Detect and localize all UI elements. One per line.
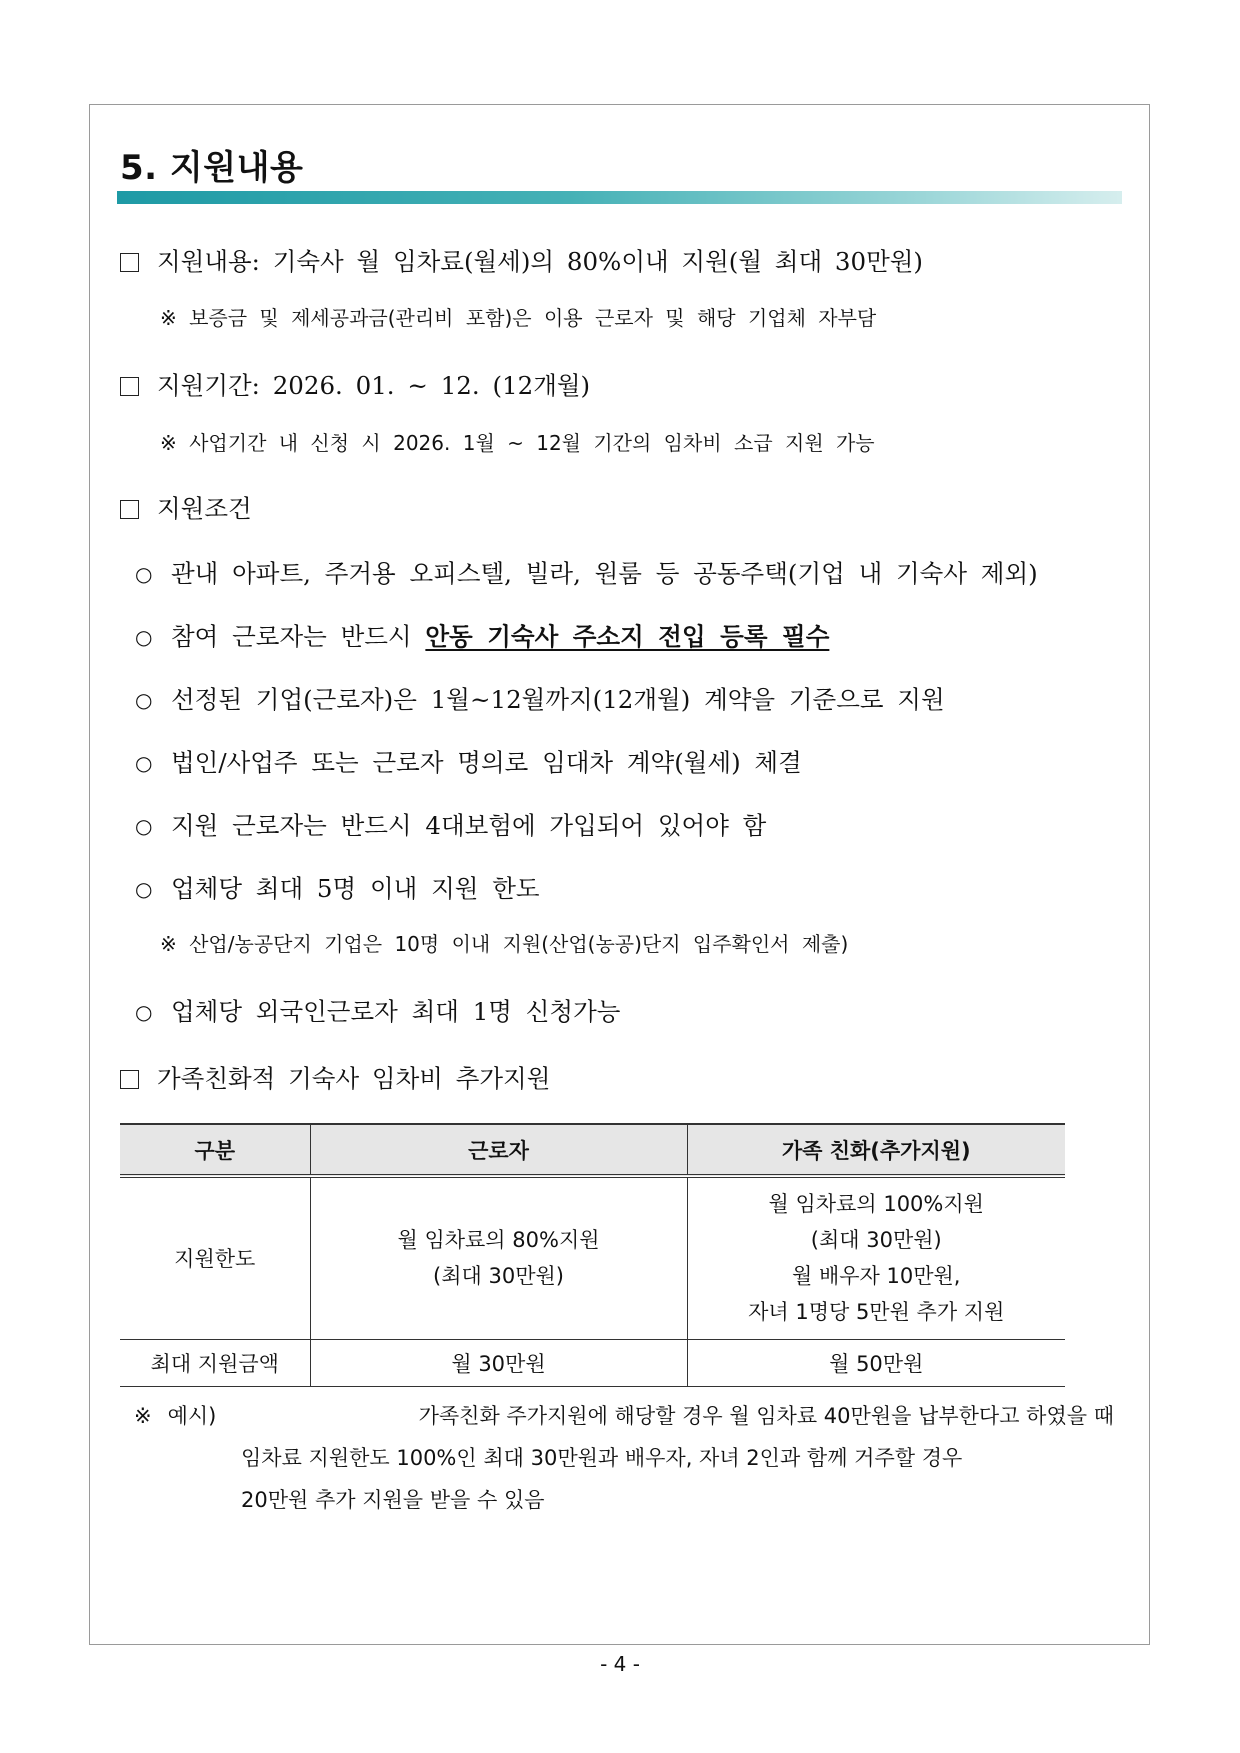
example-label: 예시) [167,1404,217,1428]
example-line-2: 임차료 지원한도 100%인 최대 30만원과 배우자, 자녀 2인과 함께 거주할 경우 [241,1446,963,1470]
section-title: 5. 지원내용 [120,148,304,188]
header-category: 구분 [120,1124,310,1176]
row-label: 지원한도 [120,1176,310,1339]
table-header-row [120,1124,1065,1176]
hollow-circle-icon: ○ [135,814,153,838]
worker-limit-cell: 월 임차료의 80%지원 (최대 30만원) [310,1176,687,1339]
worker-max-cell: 월 30만원 [310,1339,687,1386]
conditions-title: 지원조건 [157,494,252,523]
condition-4: ○ 법인/사업주 또는 근로자 명의로 임대차 계약(월세) 체결 [135,748,802,777]
hollow-circle-icon: ○ [135,688,153,712]
table-row [120,1339,1065,1386]
hollow-circle-icon: ○ [135,625,153,649]
condition-5: ○ 지원 근로자는 반드시 4대보험에 가입되어 있어야 함 [135,811,767,840]
condition-6-note: ※ 산업/농공단지 기업은 10명 이내 지원(산업(농공)단지 입주확인서 제출) [160,932,849,956]
content-note: ※ 보증금 및 제세공과금(관리비 포함)은 이용 근로자 및 해당 기업체 자부담 [160,306,877,330]
example-line-1: 가족친화 주가지원에 해당할 경우 월 임차료 40만원을 납부한다고 하였을 때 [418,1404,1114,1428]
condition-2: ○ 참여 근로자는 반드시 안동 기숙사 주소지 전입 등록 필수 [135,622,830,651]
content-text: 지원내용: 기숙사 월 임차료(월세)의 80%이내 지원(월 최대 30만원) [157,247,923,276]
page-number: - 4 - [600,1652,640,1676]
condition-3: ○ 선정된 기업(근로자)은 1월~12월까지(12개월) 계약을 기준으로 지원 [135,685,945,714]
reference-mark: ※ [134,1404,152,1428]
title-gradient-bar [117,191,1122,204]
family-title: 가족친화적 기숙사 임차비 추가지원 [157,1064,551,1093]
checkbox-square-icon [120,500,139,519]
condition-6: ○ 업체당 최대 5명 이내 지원 한도 [135,874,540,903]
hollow-circle-icon: ○ [135,562,153,586]
family-item [120,1060,550,1095]
header-family: 가족 친화(추가지원) [687,1124,1065,1176]
table-row [120,1176,1065,1339]
row-label: 최대 지원금액 [120,1339,310,1386]
period-note: ※ 사업기간 내 신청 시 2026. 1월 ~ 12월 기간의 임차비 소급 지원 가능 [160,431,875,455]
checkbox-square-icon [120,253,139,272]
period-text: 지원기간: 2026. 01. ~ 12. (12개월) [157,371,591,400]
content-item [120,243,923,278]
example-note [134,1395,1114,1521]
hollow-circle-icon: ○ [135,1000,153,1024]
header-worker: 근로자 [310,1124,687,1176]
family-limit-cell: 월 임차료의 100%지원 (최대 30만원) 월 배우자 10만원, 자녀 1명당 5만원 추가 지원 [687,1176,1065,1339]
emphasis-text: 안동 기숙사 주소지 전입 등록 필수 [425,622,830,651]
period-item [120,367,590,402]
family-max-cell: 월 50만원 [687,1339,1065,1386]
condition-1: ○ 관내 아파트, 주거용 오피스텔, 빌라, 원룸 등 공동주택(기업 내 기숙사 제외) [135,559,1038,588]
hollow-circle-icon: ○ [135,751,153,775]
checkbox-square-icon [120,377,139,396]
conditions-item [120,490,252,525]
checkbox-square-icon [120,1070,139,1089]
support-table [120,1123,1065,1387]
hollow-circle-icon: ○ [135,877,153,901]
condition-7: ○ 업체당 외국인근로자 최대 1명 신청가능 [135,997,621,1026]
example-line-3: 20만원 추가 지원을 받을 수 있음 [241,1488,545,1512]
